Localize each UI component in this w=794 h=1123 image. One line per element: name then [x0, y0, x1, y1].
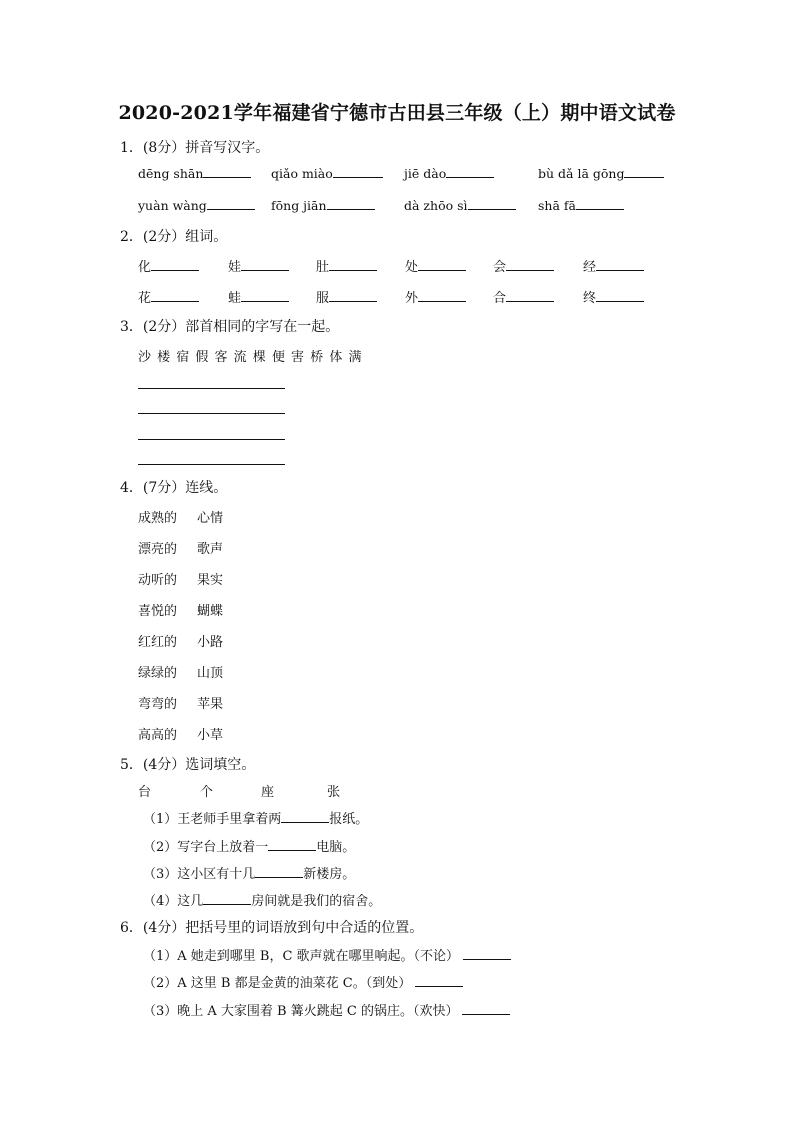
question-3-stem: 3．(2分）部首相同的字写在一起。 — [120, 319, 340, 335]
word-item: 合 — [493, 287, 554, 306]
question-2-stem: 2．(2分）组词。 — [120, 229, 228, 245]
match-right: 苹果 — [197, 697, 224, 712]
pinyin-item: dēng shān — [138, 166, 251, 181]
match-left: 喜悦的 — [138, 604, 178, 619]
word-option: 台 — [138, 785, 152, 800]
word-item: 会 — [493, 256, 554, 275]
word-item: 花 — [138, 287, 199, 306]
fill-sentence: （1）王老师手里拿着两 报纸。 — [143, 812, 369, 827]
match-right: 小路 — [197, 635, 224, 650]
match-left: 绿绿的 — [138, 666, 178, 681]
fill-sentence: （4）这几 房间就是我们的宿舍。 — [143, 894, 382, 909]
match-left: 漂亮的 — [138, 542, 178, 557]
match-left: 红红的 — [138, 635, 178, 650]
word-option: 座 — [261, 785, 275, 800]
word-item: 肚 — [316, 256, 377, 275]
question-1-stem: 1．(8分）拼音写汉字。 — [120, 140, 270, 156]
fill-sentence: （2）写字台上放着一 电脑。 — [143, 840, 356, 855]
word-item: 化 — [138, 256, 199, 275]
match-right: 山顶 — [197, 666, 224, 681]
match-right: 歌声 — [197, 542, 224, 557]
pinyin-item: dà zhōo sì — [404, 198, 516, 213]
fill-sentence: （3）这小区有十几 新楼房。 — [143, 867, 356, 882]
pinyin-item: yuàn wàng — [138, 198, 255, 213]
pinyin-item: shā fā — [538, 198, 624, 213]
match-right: 心情 — [197, 511, 224, 526]
pinyin-item: fōng jiān — [271, 198, 375, 213]
word-item: 外 — [405, 287, 466, 306]
word-item: 经 — [583, 256, 644, 275]
question-6-stem: 6．(4分）把括号里的词语放到句中合适的位置。 — [120, 920, 424, 936]
radical-chars: 沙 楼 宿 假 客 流 棵 便 害 桥 体 满 — [138, 350, 362, 365]
match-right: 果实 — [197, 573, 224, 588]
pinyin-item: qiǎo miào — [271, 166, 383, 181]
word-option: 张 — [327, 785, 341, 800]
pinyin-item: bù dǎ lā gōng — [538, 166, 664, 181]
answer-line — [138, 413, 285, 414]
pinyin-item: jiē dào — [404, 166, 494, 181]
question-4-stem: 4．(7分）连线。 — [120, 480, 228, 496]
word-item: 终 — [583, 287, 644, 306]
exam-title: 2020-2021学年福建省宁德市古田县三年级（上）期中语文试卷 — [118, 102, 676, 124]
word-item: 服 — [316, 287, 377, 306]
match-right: 蝴蝶 — [197, 604, 224, 619]
word-option: 个 — [200, 785, 214, 800]
word-item: 娃 — [228, 256, 289, 275]
match-left: 动听的 — [138, 573, 178, 588]
placement-sentence: （1）A 她走到哪里 B，C 歌声就在哪里响起。（不论） — [143, 945, 511, 964]
match-right: 小草 — [197, 728, 224, 743]
answer-line — [138, 439, 285, 440]
word-item: 处 — [405, 256, 466, 275]
placement-sentence: （3）晚上 A 大家围着 B 篝火跳起 C 的锅庄。（欢快） — [143, 1000, 510, 1019]
question-5-stem: 5．(4分）选词填空。 — [120, 757, 256, 773]
word-item: 蛙 — [228, 287, 289, 306]
answer-line — [138, 388, 285, 389]
answer-line — [138, 464, 285, 465]
placement-sentence: （2）A 这里 B 都是金黄的油菜花 C。（到处） — [143, 972, 463, 991]
match-left: 弯弯的 — [138, 697, 178, 712]
match-left: 高高的 — [138, 728, 178, 743]
match-left: 成熟的 — [138, 511, 178, 526]
